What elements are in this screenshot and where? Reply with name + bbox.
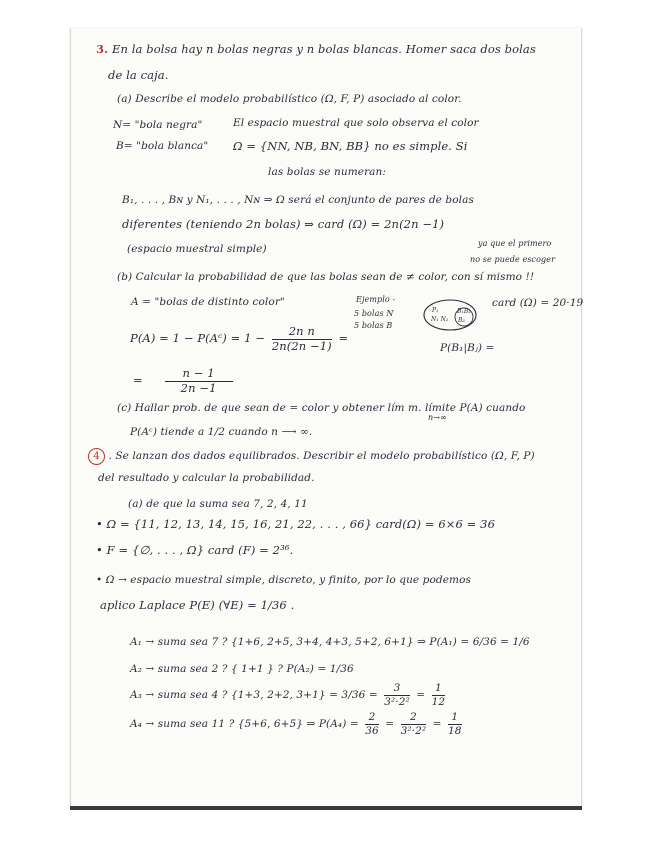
event-a3 bbox=[130, 683, 448, 707]
a3-fraction-2-denominator: 12 bbox=[431, 695, 446, 708]
a3-prefix: A₃ → suma sea 4 ? {1+3, 2+2, 3+1} = 3/36 = bbox=[130, 689, 378, 701]
result-denominator: 2n −1 bbox=[180, 380, 217, 395]
distinct-pairs-line: diferentes (teniendo 2n bolas) ⇒ card (Ω) = 2n(2n −1) bbox=[122, 217, 445, 231]
a3-fraction-2-numerator: 1 bbox=[432, 683, 446, 696]
a4-prefix: A₄ → suma sea 11 ? {5+6, 6+5} ⇒ P(A₄) = bbox=[130, 718, 359, 730]
pa-fraction-numerator: 2n n bbox=[272, 326, 332, 340]
svg-text:P₁: P₁ bbox=[432, 307, 439, 314]
a4-fraction-2 bbox=[401, 712, 427, 736]
laplace-line: aplico Laplace P(E) (∀E) = 1/36 . bbox=[100, 598, 295, 612]
problem-4-intro: . Se lanzan dos dados equilibrados. Describir el modelo probabilístico (Ω, F, P) bbox=[108, 450, 535, 462]
result-line bbox=[133, 368, 236, 394]
event-a1: A₁ → suma sea 7 ? {1+6, 2+5, 3+4, 4+3, 5+2, 6+1} ⇒ P(A₁) = 6/36 = 1/6 bbox=[130, 636, 530, 648]
a3-equals: = bbox=[416, 689, 426, 701]
a3-fraction-1-denominator: 3²·2² bbox=[384, 695, 410, 708]
card-omega-example: card (Ω) = 20·19 bbox=[492, 297, 584, 309]
a3-fraction-1 bbox=[384, 683, 410, 707]
part-3c-label: (c) Hallar prob. de que sean de = color y obtener lím m. límite P(A) cuando bbox=[117, 402, 526, 414]
probability-a-line bbox=[130, 326, 348, 352]
example-white: 5 bolas B bbox=[354, 321, 393, 330]
part-3b-label: (b) Calcular la probabilidad de que las bolas sean de ≠ color, con sí mismo !! bbox=[117, 271, 535, 283]
a4-fraction-2-denominator: 3²·2² bbox=[400, 724, 427, 737]
event-a4 bbox=[130, 712, 465, 736]
problem-4-intro-2: del resultado y calcular la probabilidad. bbox=[98, 472, 315, 484]
conditional-probability: P(B₁|Bⱼ) = bbox=[440, 342, 495, 354]
part-3a-label: (a) Describe el modelo probabilístico (Ω, F, P) asociado al color. bbox=[117, 93, 462, 105]
space-description: • Ω → espacio muestral simple, discreto, y finito, por lo que podemos bbox=[96, 574, 472, 586]
pa-fraction-denominator: 2n(2n −1) bbox=[271, 338, 332, 353]
omega-set: Ω = {NN, NB, BN, BB} no es simple. Si bbox=[233, 139, 468, 153]
svg-text:N₁ N₂: N₁ N₂ bbox=[431, 316, 449, 323]
a3-fraction-2 bbox=[432, 683, 446, 707]
a3-fraction-1-numerator: 3 bbox=[384, 683, 410, 696]
definition-n: N= "bola negra" bbox=[113, 119, 203, 131]
a4-fraction-1-denominator: 36 bbox=[365, 724, 379, 737]
side-note-2: no se puede escoger bbox=[470, 255, 556, 264]
enumeration-line: B₁, . . . , Bɴ y N₁, . . . , Nɴ ⇒ Ω será el conjunto de pares de bolas bbox=[122, 194, 474, 206]
a4-fraction-3 bbox=[448, 712, 462, 736]
a4-fraction-3-numerator: 1 bbox=[448, 712, 462, 725]
problem-3-intro-2: de la caja. bbox=[108, 68, 169, 82]
result-prefix: = bbox=[133, 373, 143, 387]
pa-fraction bbox=[272, 326, 332, 352]
part-4a-label: (a) de que la suma sea 7, 2, 4, 11 bbox=[128, 498, 308, 510]
a4-fraction-3-denominator: 18 bbox=[448, 724, 462, 737]
sigma-algebra: • F = {∅, . . . , Ω} card (F) = 2³⁶. bbox=[96, 543, 294, 557]
problem-3-number: 3. bbox=[96, 42, 109, 56]
side-note-1: ya que el primero bbox=[478, 239, 552, 248]
a4-fraction-2-numerator: 2 bbox=[401, 712, 427, 725]
svg-text:B₁B₂: B₁B₂ bbox=[457, 308, 471, 315]
pa-equals: = bbox=[338, 331, 349, 345]
event-a2: A₂ → suma sea 2 ? { 1+1 } ? P(A₂) = 1/36 bbox=[130, 663, 354, 675]
problem-4-intro-line bbox=[88, 448, 535, 465]
part-3c-line-2: P(Aᶜ) tiende a 1/2 cuando n ⟶ ∞. bbox=[130, 426, 313, 438]
example-title: Ejemplo - bbox=[356, 295, 396, 304]
numbered-balls: las bolas se numeran: bbox=[268, 166, 387, 178]
problem-3-intro: En la bolsa hay n bolas negras y n bolas blancas. Homer saca dos bolas bbox=[111, 42, 536, 56]
event-a-definition: A = "bolas de distinto color" bbox=[131, 296, 285, 308]
svg-text:B₃: B₃ bbox=[458, 317, 465, 324]
a4-fraction-1 bbox=[365, 712, 379, 736]
a4-equals-1: = bbox=[385, 718, 395, 730]
sample-space-note: El espacio muestral que solo observa el color bbox=[233, 117, 479, 129]
simple-space-line: (espacio muestral simple) bbox=[127, 243, 267, 255]
definition-b: B= "bola blanca" bbox=[116, 140, 209, 152]
result-fraction bbox=[165, 368, 233, 394]
ball-sketch bbox=[422, 298, 478, 332]
problem-4-number: 4 bbox=[88, 448, 105, 465]
omega-dice: • Ω = {11, 12, 13, 14, 15, 16, 21, 22, . . . , 66} card(Ω) = 6×6 = 36 bbox=[96, 517, 495, 531]
a4-equals-2: = bbox=[432, 718, 442, 730]
page-bottom-edge bbox=[70, 806, 582, 810]
pa-prefix: P(A) = 1 − P(Aᶜ) = 1 − bbox=[130, 331, 266, 345]
problem-3-intro-line bbox=[96, 44, 536, 56]
example-black: 5 bolas N bbox=[354, 309, 394, 318]
result-numerator: n − 1 bbox=[165, 368, 233, 382]
a4-fraction-1-numerator: 2 bbox=[365, 712, 379, 725]
limit-subscript: n→∞ bbox=[428, 413, 447, 422]
